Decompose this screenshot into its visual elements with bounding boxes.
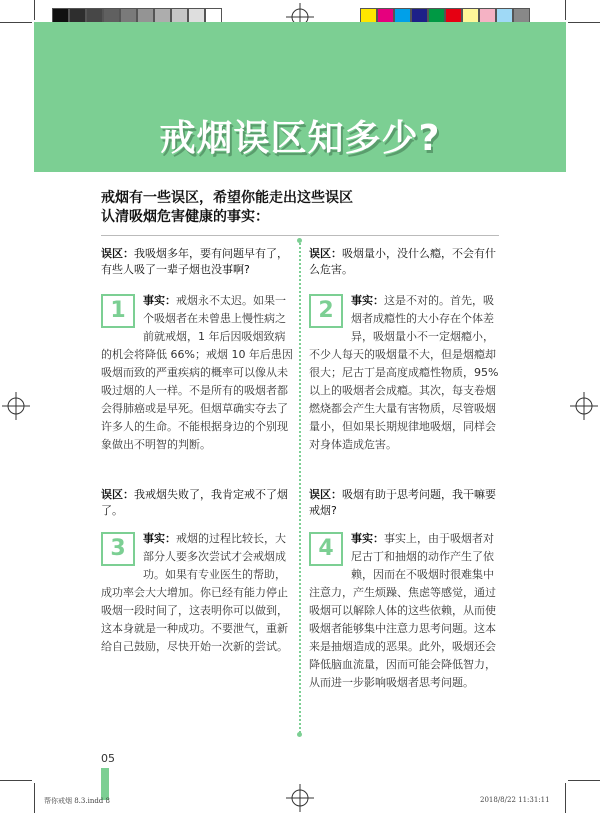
- page-title: 戒烟误区知多少?: [159, 118, 441, 159]
- page-number: 05: [101, 752, 115, 765]
- fact-label: 事实：: [143, 532, 176, 545]
- crop-mark: [34, 783, 35, 813]
- divider-dot: [297, 238, 302, 243]
- registration-mark-left: [2, 392, 30, 420]
- fact-label: 事实：: [351, 294, 384, 307]
- crop-mark: [0, 22, 32, 23]
- myth-label: 误区：: [101, 488, 134, 501]
- crop-mark: [0, 780, 32, 781]
- item-number-4: 4: [309, 532, 343, 566]
- divider-dot: [297, 732, 302, 737]
- item-number-3: 3: [101, 532, 135, 566]
- column-divider: [299, 243, 301, 733]
- crop-mark: [565, 0, 566, 20]
- fact-text: 戒烟的过程比较长，大部分人要多次尝试才会戒烟成功。如果有专业医生的帮助，成功率会大大增加。你已经有能力停止吸烟一段时间了，这表明你可以做到，这本身就是一种成功。不要泄气，重新给自己鼓励，尽快开始一次新的尝试。: [101, 532, 288, 653]
- crop-mark: [568, 22, 600, 23]
- fact-text: 这是不对的。首先，吸烟者成瘾性的大小存在个体差异，吸烟量小不一定烟瘾小，不少人每天的吸烟量不大，但是烟瘾却很大；尼古丁是高度成瘾性物质，95% 以上的吸烟者会成瘾。其次，每支卷烟燃烧都会产生大量有害物质，尽管吸烟量小，但如果长期规律地吸烟，同样会对身体造成危害。: [309, 294, 499, 451]
- intro-text: [101, 189, 353, 227]
- crop-mark: [34, 0, 35, 20]
- item-number-2: 2: [309, 294, 343, 328]
- item-number-1: 1: [101, 294, 135, 328]
- intro-line-2: 认清吸烟危害健康的事实：: [101, 209, 269, 225]
- fact-label: 事实：: [351, 532, 384, 545]
- section-divider: [101, 235, 499, 236]
- registration-mark-bottom: [286, 784, 314, 812]
- registration-mark-right: [570, 392, 598, 420]
- myth-label: 误区：: [309, 488, 342, 501]
- header-banner: [34, 22, 566, 172]
- myth-4: [309, 487, 499, 519]
- fact-3: [101, 530, 293, 656]
- myth-text: 我吸烟多年，要有问题早有了，有些人吸了一辈子烟也没事啊?: [101, 247, 288, 276]
- fact-4: [309, 530, 501, 692]
- myth-1: [101, 246, 291, 278]
- footer-timestamp: 2018/8/22 11:31:11: [480, 796, 550, 804]
- myth-3: [101, 487, 291, 519]
- myth-text: 吸烟量小，没什么瘾，不会有什么危害。: [309, 247, 496, 276]
- fact-text: 戒烟永不太迟。如果一个吸烟者在未曾患上慢性病之前就戒烟，1 年后因吸烟致病的机会将降低 66%；戒烟 10 年后患因吸烟而致的严重疾病的概率可以像从未吸过烟的人一样。不是所有的吸烟者都会得肺癌或是早死。但烟草确实夺去了许多人的生命。不能根据身边的个别现象做出不明智的判断。: [101, 294, 293, 451]
- myth-text: 吸烟有助于思考问题，我干嘛要戒烟?: [309, 488, 496, 517]
- myth-text: 我戒烟失败了，我肯定戒不了烟了。: [101, 488, 288, 517]
- fact-1: [101, 292, 293, 454]
- fact-label: 事实：: [143, 294, 176, 307]
- intro-line-1: 戒烟有一些误区，希望你能走出这些误区: [101, 190, 353, 206]
- crop-mark: [568, 780, 600, 781]
- footer-file-info: 帮你戒烟 8.3.indd 8: [44, 797, 110, 805]
- myth-label: 误区：: [309, 247, 342, 260]
- fact-2: [309, 292, 501, 454]
- fact-text: 事实上，由于吸烟者对尼古丁和抽烟的动作产生了依赖，因而在不吸烟时很难集中注意力，产生烦躁、焦虑等感觉，通过吸烟可以解除人体的这些依赖，从而使吸烟者能够集中注意力思考问题。这本来是抽烟造成的恶果。此外，吸烟还会降低脑血流量，因而可能会降低智力，从而进一步影响吸烟者思考问题。: [309, 532, 496, 689]
- myth-2: [309, 246, 499, 278]
- myth-label: 误区：: [101, 247, 134, 260]
- crop-mark: [565, 783, 566, 813]
